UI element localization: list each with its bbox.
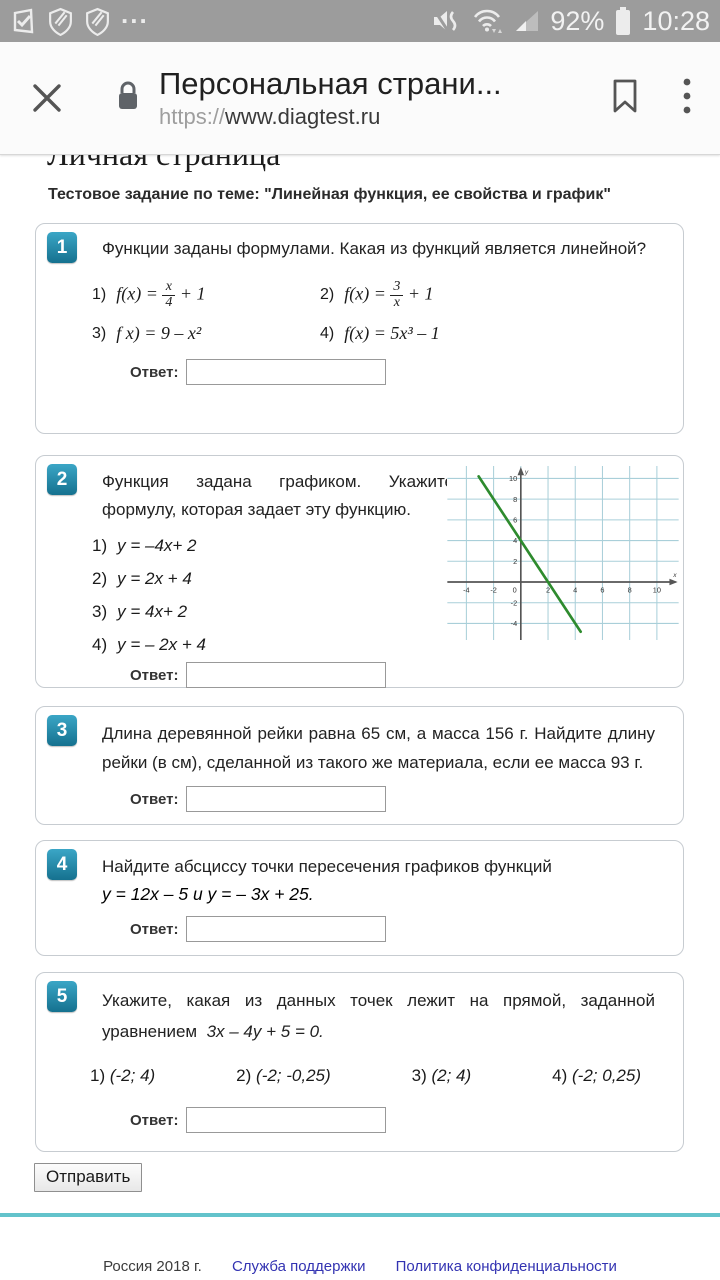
footer-divider: [0, 1213, 720, 1217]
title-block: [159, 66, 610, 130]
option: 4) (-2; 0,25): [552, 1066, 641, 1085]
question-card-3: [35, 706, 684, 825]
wifi-icon: [472, 7, 504, 35]
more-notifications-icon: ...: [121, 0, 149, 29]
shield-notification-icon: [47, 7, 74, 36]
url-scheme: https://: [159, 104, 226, 129]
question-options: [90, 1066, 641, 1086]
copyright: Россия 2018 г.: [103, 1258, 202, 1275]
answer-input-q1[interactable]: [186, 359, 386, 385]
option-formula: y = – 2x + 4: [117, 635, 206, 654]
svg-text:8: 8: [627, 585, 632, 595]
shield-notification-icon: [84, 7, 111, 36]
svg-text:10: 10: [652, 585, 661, 595]
question-text: Функции заданы формулами. Какая из функций является линейной?: [102, 239, 647, 258]
svg-text:2: 2: [545, 585, 551, 595]
option: [320, 280, 655, 310]
clock: 10:28: [642, 5, 710, 36]
cell-signal-icon: [514, 7, 540, 35]
question-card-5: [35, 972, 684, 1152]
question-text: Найдите абсциссу точки пересечения графиков функций: [102, 857, 552, 876]
answer-row: [130, 916, 655, 942]
url[interactable]: [159, 104, 610, 130]
answer-row: [130, 1107, 655, 1133]
answer-input-q2[interactable]: [186, 662, 386, 688]
answer-label: Ответ:: [130, 790, 179, 808]
test-subtitle: Тестовое задание по теме: "Линейная функция, ее свойства и график": [48, 186, 611, 203]
option-formula: f(x) = $\frac{3}{x}$ + 1: [344, 279, 434, 310]
option-formula: f x) = 9 – x²: [116, 323, 202, 344]
support-link[interactable]: Служба поддержки: [231, 1258, 366, 1275]
question-formula: y = 12x – 5 и y = – 3x + 25.: [102, 884, 314, 904]
option-number: 2): [236, 1066, 252, 1085]
svg-text:4: 4: [573, 585, 578, 595]
status-bar-left: [10, 0, 149, 36]
option-number: 2): [92, 569, 108, 588]
option-formula: y = 4x+ 2: [117, 602, 188, 621]
question-card-4: [35, 840, 684, 956]
bookmark-icon[interactable]: [610, 77, 640, 120]
privacy-link[interactable]: Политика конфиденциальности: [395, 1258, 617, 1275]
function-graph: [447, 466, 679, 640]
answer-input-q5[interactable]: [186, 1107, 386, 1133]
option-formula: f(x) = 5x³ – 1: [344, 323, 440, 344]
question-card-1: [35, 223, 684, 434]
option-number: 1): [90, 1066, 106, 1085]
option-number: 3): [411, 1066, 427, 1085]
question-card-2: [35, 455, 684, 688]
option-number: 4): [552, 1066, 568, 1085]
svg-text:6: 6: [600, 585, 605, 595]
option-formula: y = –4x+ 2: [117, 536, 197, 555]
option: [92, 323, 320, 344]
option-number: 4): [320, 324, 335, 342]
answer-label: Ответ:: [130, 1111, 179, 1129]
svg-text:6: 6: [513, 515, 518, 525]
svg-text:-4: -4: [510, 619, 518, 629]
page-title: Персональная страни...: [159, 66, 502, 101]
option-number: 1): [92, 286, 107, 304]
option-number: 4): [92, 635, 108, 654]
answer-label: Ответ:: [130, 666, 179, 684]
battery-percent: 92%: [550, 5, 605, 36]
question-number-badge: 3: [47, 715, 77, 746]
footer: [0, 1258, 720, 1275]
browser-chrome: [0, 42, 720, 155]
question-text: Длина деревянной рейки равна 65 см, а масса 156 г. Найдите длину рейки (в см), сделанной из такого же материала, если ее масса 93 г.: [102, 724, 655, 772]
option: [92, 280, 320, 310]
lock-icon[interactable]: [115, 80, 141, 117]
option-number: 3): [92, 602, 108, 621]
question-text: Функция задана графиком. Укажите формулу, которая задает эту функцию.: [102, 472, 454, 519]
answer-row: [130, 359, 655, 385]
overflow-menu-icon[interactable]: [682, 76, 692, 121]
svg-text:-2: -2: [490, 585, 497, 595]
answer-row: [130, 786, 655, 812]
option: 2) (-2; -0,25): [236, 1066, 331, 1085]
answer-label: Ответ:: [130, 920, 179, 938]
svg-text:0: 0: [512, 585, 517, 595]
question-options: [92, 280, 655, 344]
mute-vibrate-icon: [432, 7, 462, 35]
answer-label: Ответ:: [130, 363, 179, 381]
svg-text:y: y: [524, 469, 529, 477]
svg-text:4: 4: [513, 536, 518, 546]
question-text: Укажите, какая из данных точек лежит на прямой, заданной уравнением 3x – 4y + 5 = 0.: [102, 991, 655, 1041]
submit-button[interactable]: Отправить: [34, 1163, 142, 1192]
svg-text:8: 8: [513, 494, 518, 504]
battery-icon: [614, 6, 632, 36]
answer-input-q4[interactable]: [186, 916, 386, 942]
option-number: 2): [320, 286, 335, 304]
question-number-badge: 2: [47, 464, 77, 495]
svg-text:-4: -4: [463, 585, 470, 595]
answer-row: [130, 662, 655, 688]
option-number: 3): [92, 324, 107, 342]
option: [320, 323, 655, 344]
option: 3) (2; 4): [411, 1066, 472, 1085]
svg-text:10: 10: [509, 474, 518, 484]
download-complete-icon: [10, 8, 37, 35]
svg-text:2: 2: [513, 556, 518, 566]
answer-input-q3[interactable]: [186, 786, 386, 812]
option-number: 1): [92, 536, 108, 555]
option-formula: f(x) = $\frac{x}{4}$ + 1: [116, 279, 206, 310]
option: 1) (-2; 4): [90, 1066, 156, 1085]
svg-text:-2: -2: [510, 598, 518, 608]
question-number-badge: 4: [47, 849, 77, 880]
status-bar: [0, 0, 720, 42]
option-formula: y = 2x + 4: [117, 569, 192, 588]
status-bar-right: [432, 6, 710, 37]
close-icon[interactable]: [25, 76, 69, 120]
question-number-badge: 5: [47, 981, 77, 1012]
svg-text:x: x: [673, 571, 677, 579]
url-host: www.diagtest.ru: [225, 104, 381, 129]
question-number-badge: 1: [47, 232, 77, 263]
question-formula: 3x – 4y + 5 = 0.: [206, 1022, 324, 1041]
